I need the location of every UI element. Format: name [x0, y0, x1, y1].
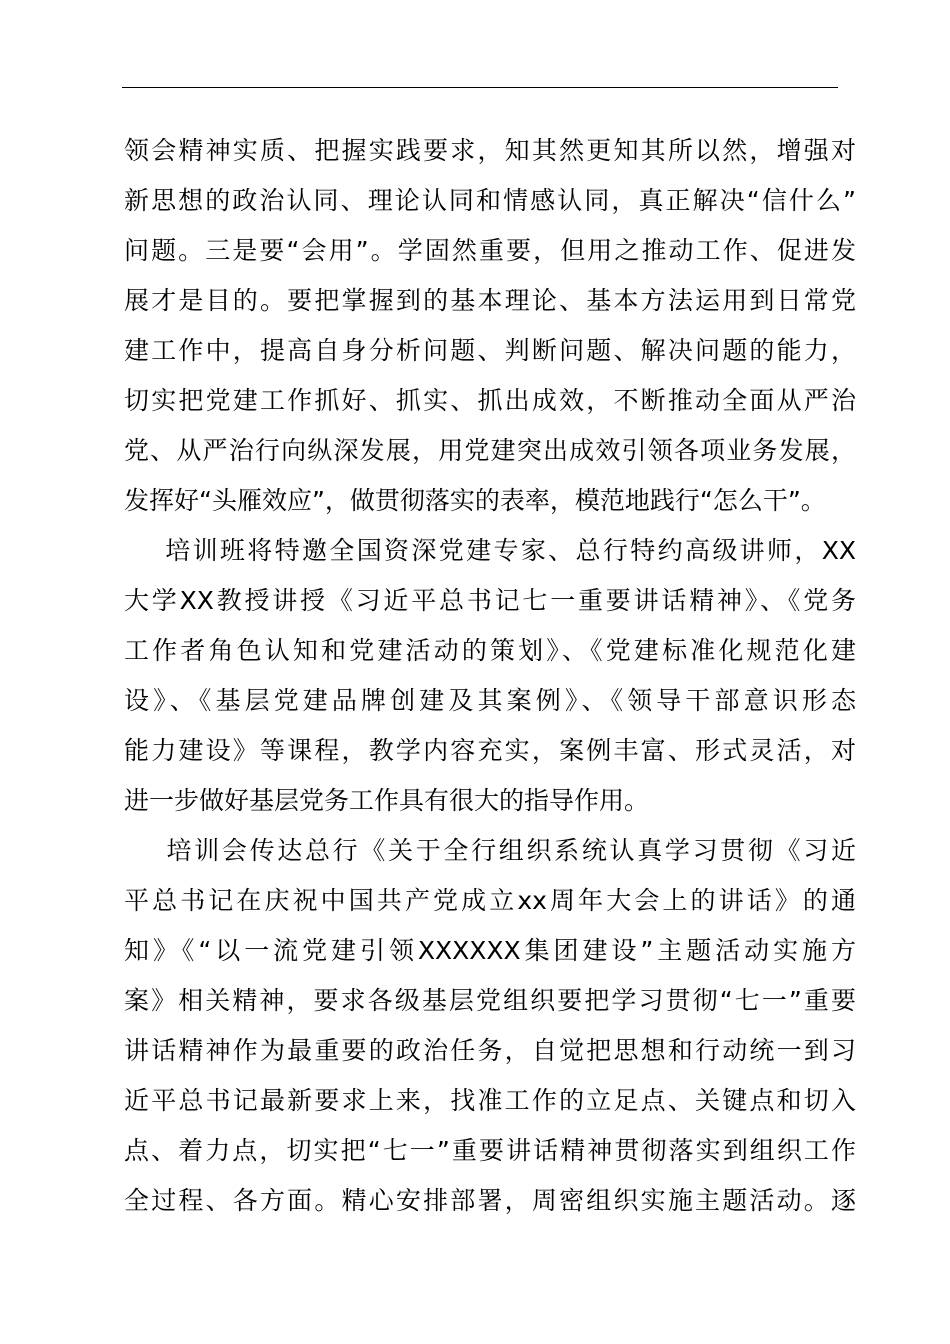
text-line: 近平总书记最新要求上来，找准工作的立足点、关键点和切入 [124, 1086, 856, 1115]
text-line: 党、从严治行向纵深发展，用党建突出成效引领各项业务发展， [124, 436, 856, 465]
text-line: 全过程、各方面。精心安排部署，周密组织实施主题活动。逐 [124, 1186, 856, 1215]
text-line: 案》相关精神，要求各级基层党组织要把学习贯彻“七一”重要 [124, 986, 856, 1015]
header-rule [122, 87, 838, 88]
paragraph-start-line: 培训班将特邀全国资深党建专家、总行特约高级讲师，XX [124, 536, 856, 565]
text-line: 展才是目的。要把掌握到的基本理论、基本方法运用到日常党 [124, 286, 856, 315]
text-line: 工作者角色认知和党建活动的策划》、《党建标准化规范化建 [124, 636, 856, 665]
text-line: 大学XX教授讲授《习近平总书记七一重要讲话精神》、《党务 [124, 586, 856, 615]
text-line: 切实把党建工作抓好、抓实、抓出成效，不断推动全面从严治 [124, 386, 856, 415]
paragraph-start-line: 培训会传达总行《关于全行组织系统认真学习贯彻《习近 [124, 836, 856, 865]
text-line: 问题。三是要“会用”。学固然重要，但用之推动工作、促进发 [124, 236, 856, 265]
text-line: 知》《“以一流党建引领XXXXXX集团建设”主题活动实施方 [124, 936, 856, 965]
text-line: 发挥好“头雁效应”，做贯彻落实的表率，模范地践行“怎么干”。 [124, 486, 826, 515]
text-line: 建工作中，提高自身分析问题、判断问题、解决问题的能力， [124, 336, 856, 365]
text-line: 平总书记在庆祝中国共产党成立xx周年大会上的讲话》的通 [124, 886, 856, 915]
text-line: 新思想的政治认同、理论认同和情感认同，真正解决“信什么” [124, 186, 856, 215]
text-line: 设》、《基层党建品牌创建及其案例》、《领导干部意识形态 [124, 686, 856, 715]
text-line: 讲话精神作为最重要的政治任务，自觉把思想和行动统一到习 [124, 1036, 856, 1065]
document-body [124, 126, 856, 1226]
text-line: 点、着力点，切实把“七一”重要讲话精神贯彻落实到组织工作 [124, 1136, 856, 1165]
text-line: 领会精神实质、把握实践要求，知其然更知其所以然，增强对 [124, 136, 856, 165]
text-line: 能力建设》等课程，教学内容充实，案例丰富、形式灵活，对 [124, 736, 856, 765]
text-line: 进一步做好基层党务工作具有很大的指导作用。 [124, 786, 650, 815]
